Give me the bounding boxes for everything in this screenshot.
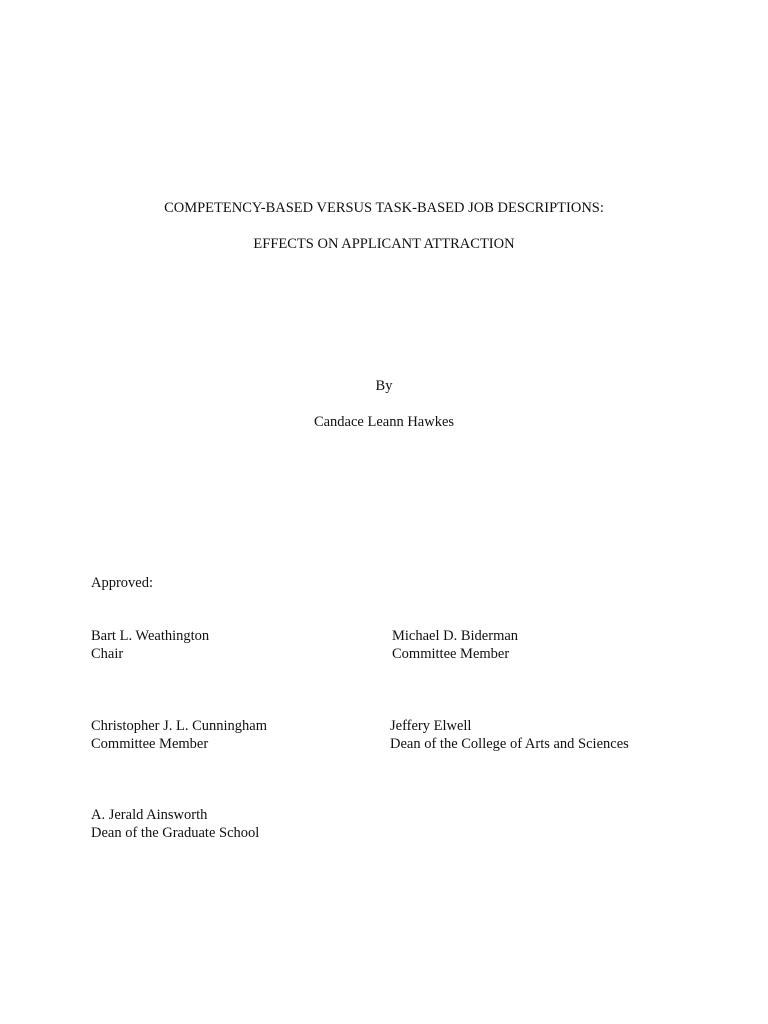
signatory-name: Michael D. Biderman [392,628,519,644]
signatory-name: A. Jerald Ainsworth [91,807,208,823]
signatory-role: Committee Member [392,646,510,662]
signatory-name: Jeffery Elwell [390,718,472,734]
signatory-role: Dean of the College of Arts and Sciences [390,736,629,752]
author-name: Candace Leann Hawkes [313,414,455,430]
signatory-role: Dean of the Graduate School [91,825,260,841]
signature-block-chair [91,627,209,663]
signature-block-member-2 [91,717,267,753]
by-label: By [375,378,393,394]
signatory-name: Christopher J. L. Cunningham [91,718,268,734]
title-line-2: EFFECTS ON APPLICANT ATTRACTION [253,236,515,252]
signature-block-dean-arts [390,717,629,753]
signature-block-dean-graduate [91,806,259,842]
approved-label: Approved: [91,575,154,591]
title-line-1: COMPETENCY-BASED VERSUS TASK-BASED JOB DESCRIPTIONS: [164,200,604,216]
signature-block-member-1 [392,627,518,663]
signatory-role: Chair [91,646,124,662]
signatory-name: Bart L. Weathington [91,628,210,644]
signatory-role: Committee Member [91,736,209,752]
